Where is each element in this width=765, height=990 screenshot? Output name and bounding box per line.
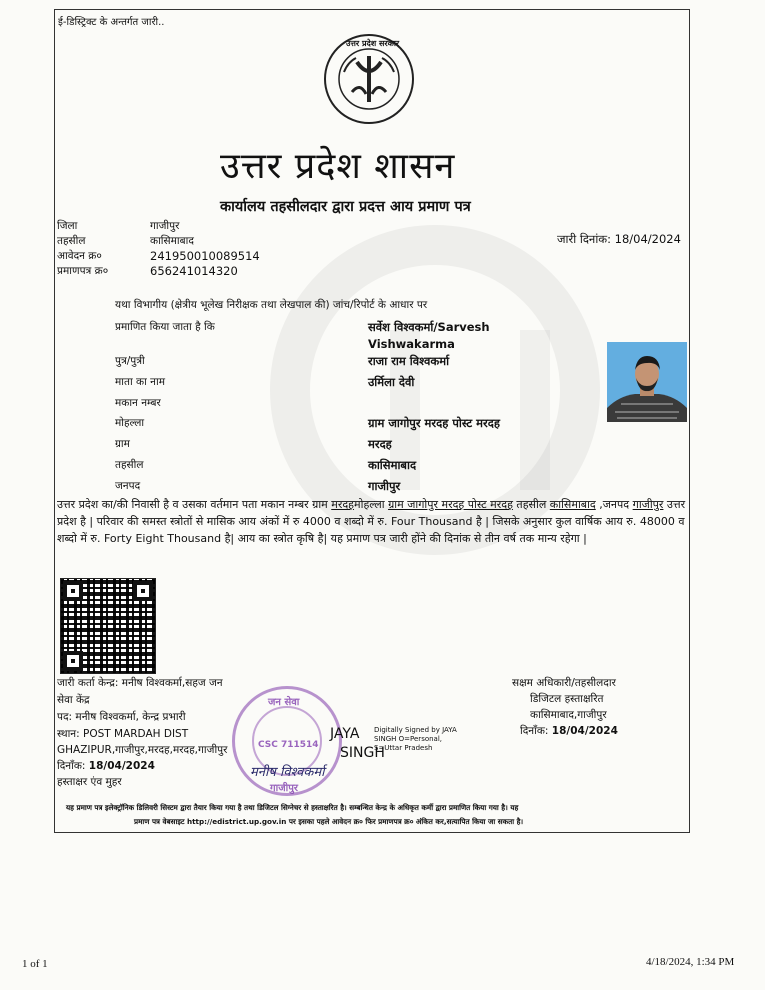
stamp-top-text: जन सेवा bbox=[268, 697, 300, 708]
field-label-mother: माता का नाम bbox=[115, 376, 165, 388]
meta-value-district: गाजीपुर bbox=[150, 220, 180, 232]
para-text-4: ,जनपद bbox=[595, 498, 633, 511]
meta-value-tehsil: कासिमाबाद bbox=[150, 235, 194, 247]
field-label-house: मकान नम्बर bbox=[115, 397, 161, 409]
para-tehsil: कासिमाबाद bbox=[549, 498, 596, 511]
authority-line-2: डिजिटल हस्ताक्षरित bbox=[530, 693, 604, 705]
digital-sign-details-3: S=Uttar Pradesh bbox=[374, 744, 433, 752]
certificate-paragraph bbox=[57, 496, 687, 547]
para-text-3: तहसील bbox=[512, 498, 550, 511]
field-value-parent: राजा राम विश्वकर्मा bbox=[368, 354, 450, 368]
stamp-bottom-text: गाजीपुर bbox=[270, 783, 298, 794]
field-value-mohalla: ग्राम जागोपुर मरदह पोस्ट मरदह bbox=[368, 416, 500, 430]
intro-line-2: प्रमाणित किया जाता है कि bbox=[115, 321, 215, 333]
field-label-parent: पुत्र/पुत्री bbox=[115, 355, 145, 367]
field-label-tehsil: तहसील bbox=[115, 459, 144, 471]
issuer-line-4: स्थान: POST MARDAH DIST bbox=[57, 728, 189, 740]
page-title: उत्तर प्रदेश शासन bbox=[220, 146, 456, 187]
meta-label-application: आवेदन क्र० bbox=[57, 250, 102, 262]
applicant-name-line-2: Vishwakarma bbox=[368, 337, 455, 351]
intro-line-1: यथा विभागीय (क्षेत्रीय भूलेख निरीक्षक तथा लेखपाल की) जांच/रिपोर्ट के आधार पर bbox=[115, 299, 428, 311]
field-label-village: ग्राम bbox=[115, 438, 130, 450]
para-district: गाजीपुर bbox=[632, 498, 664, 511]
para-text-1: उत्तर प्रदेश का/की निवासी है व उसका वर्तमान पता मकान नम्बर ग्राम bbox=[57, 498, 332, 511]
qr-code bbox=[60, 578, 156, 674]
applicant-name-line-1: सर्वेश विश्वकर्मा/Sarvesh bbox=[368, 320, 490, 334]
field-label-district: जनपद bbox=[115, 480, 141, 492]
digital-sign-details-2: SINGH O=Personal, bbox=[374, 735, 443, 743]
authority-line-3: कासिमाबाद,गाजीपुर bbox=[530, 709, 607, 721]
emblem bbox=[322, 32, 416, 126]
issuer-sign-label: हस्ताक्षर एंव मुहर bbox=[57, 776, 122, 788]
issuer-date-value: 18/04/2024 bbox=[88, 760, 155, 772]
field-value-tehsil: कासिमाबाद bbox=[368, 458, 417, 472]
digital-sign-details-1: Digitally Signed by JAYA bbox=[374, 726, 457, 734]
field-value-district: गाजीपुर bbox=[368, 479, 401, 493]
authority-date bbox=[520, 724, 618, 738]
emblem-text: उत्तर प्रदेश सरकार bbox=[346, 39, 400, 48]
issuer-line-5: GHAZIPUR,गाजीपुर,मरदह,मरदह,गाजीपुर bbox=[57, 744, 228, 756]
footer-line-2: प्रमाण पत्र वेबसाइट http://edistrict.up.gov.in पर इसका पहले आवेदन क्र० फिर प्रमाणपत्र क्र० अंकित कर,सत्यापित किया जा सकता है। bbox=[134, 817, 524, 826]
issuer-line-1: जारी कर्ता केन्द्र: मनीष विश्वकर्मा,सहज जन bbox=[57, 677, 223, 689]
meta-value-application: 241950010089514 bbox=[150, 249, 260, 263]
header-note: ई-डिस्ट्रिक्ट के अन्तर्गत जारी.. bbox=[58, 17, 165, 28]
digital-sign-name-1: JAYA bbox=[330, 726, 360, 742]
issuer-date-label: दिनाँक: bbox=[57, 760, 89, 772]
field-value-village: मरदह bbox=[368, 437, 392, 451]
meta-value-certificate: 656241014320 bbox=[150, 264, 238, 278]
para-text-2: मोहल्ला bbox=[354, 498, 389, 511]
authority-date-value: 18/04/2024 bbox=[551, 725, 618, 737]
para-house: मरदह bbox=[331, 498, 355, 511]
para-mohalla: ग्राम जागोपुर मरदह पोस्ट मरदह bbox=[388, 498, 513, 511]
field-value-mother: उर्मिला देवी bbox=[368, 375, 415, 389]
qr-finder-icon bbox=[133, 581, 153, 601]
meta-label-district: जिला bbox=[57, 220, 78, 232]
issue-date: जारी दिनांक: 18/04/2024 bbox=[557, 232, 681, 246]
handwritten-signature: मनीष विश्वकर्मा bbox=[250, 765, 325, 780]
para-text-5: उत्तर प्रदेश है | परिवार की समस्त स्त्रोतों से मासिक आय अंकों में रु 4000 व शब्दो में रु. Four Thousand है | जिसके अनुसार कुल वार्षिक आय रु. 48000 व शब्दो में रु. Forty Eight Thousand है| आय का स्त्रोत कृषि है| यह प्रमाण पत्र जारी होंने की दिनांक से तीन वर्ष तक मान्य रहेगा | bbox=[57, 498, 686, 545]
issuer-date bbox=[57, 759, 155, 773]
authority-line-1: सक्षम अधिकारी/तहसीलदार bbox=[512, 677, 616, 689]
meta-label-tehsil: तहसील bbox=[57, 235, 86, 247]
authority-date-label: दिनाँक: bbox=[520, 725, 552, 737]
print-page-number: 1 of 1 bbox=[22, 958, 48, 970]
meta-label-certificate: प्रमाणपत्र क्र० bbox=[57, 265, 109, 277]
qr-finder-icon bbox=[63, 651, 83, 671]
qr-finder-icon bbox=[63, 581, 83, 601]
digital-sign-details bbox=[374, 726, 457, 753]
page-subtitle: कार्यालय तहसीलदार द्वारा प्रदत्त आय प्रमाण पत्र bbox=[220, 199, 471, 215]
footer-line-1: यह प्रमाण पत्र इलेक्ट्रॉनिक डिलिवरी सिस्टम द्वारा तैयार किया गया है तथा डिजिटल सिग्नेचर से हस्ताक्षरित है। सम्बन्धित केन्द्र के अधिकृत कर्मी द्वारा प्रमाणित किया गया है। यह bbox=[66, 803, 519, 812]
person-photo-icon bbox=[607, 342, 687, 422]
issuer-line-2: सेवा केंद्र bbox=[57, 694, 90, 706]
applicant-photo bbox=[607, 342, 687, 422]
stamp-center-text: CSC 711514 bbox=[258, 740, 319, 750]
print-datetime: 4/18/2024, 1:34 PM bbox=[646, 956, 735, 968]
issuer-line-3: पद: मनीष विश्वकर्मा, केन्द्र प्रभारी bbox=[57, 711, 186, 723]
field-label-mohalla: मोहल्ला bbox=[115, 417, 145, 429]
digital-sign-name-2: SINGH bbox=[340, 745, 385, 761]
